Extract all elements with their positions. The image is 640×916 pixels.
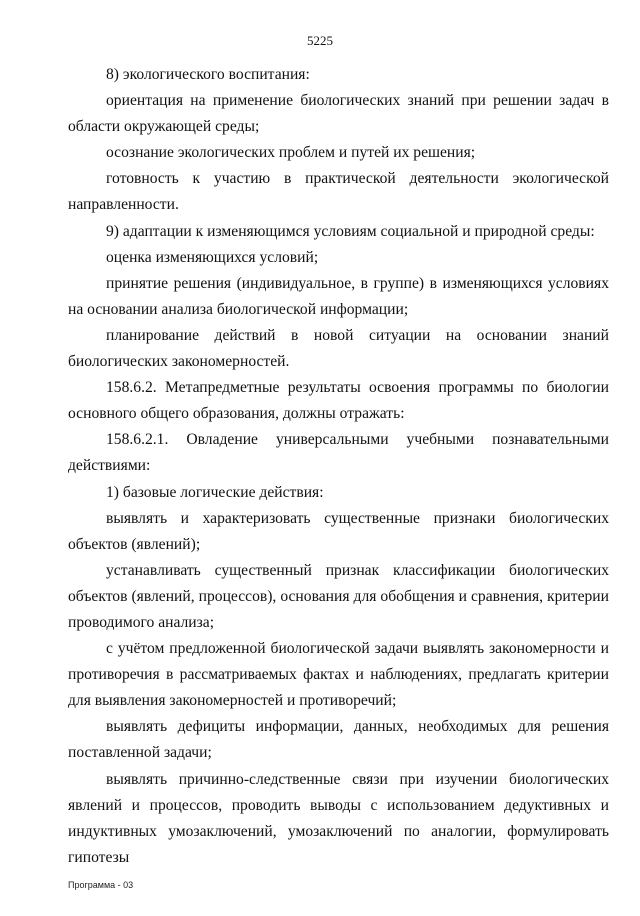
paragraph: оценка изменяющихся условий; <box>106 248 319 266</box>
paragraph: осознание экологических проблем и путей их решения; <box>106 144 476 162</box>
paragraph: готовность к участию в практической деятельности экологической направленности. <box>68 170 609 214</box>
paragraph: выявлять и характеризовать существенные признаки биологических объектов (явлений); <box>68 509 609 553</box>
paragraph: с учётом предложенной биологической задачи выявлять закономерности и противоречия в рассматриваемых фактах и наблюдениях, предлагать критерии для выявления закономерностей и противоречий; <box>68 640 609 710</box>
paragraph: принятие решения (индивидуальное, в группе) в изменяющихся условиях на основании анализа биологической информации; <box>68 274 609 318</box>
paragraph: 1) базовые логические действия: <box>106 483 324 501</box>
paragraph: устанавливать существенный признак классификации биологических объектов (явлений, процессов), основания для обобщения и сравнения, критерии проводимого анализа; <box>68 561 609 631</box>
document-body <box>68 62 609 871</box>
paragraph: 8) экологического воспитания: <box>106 66 310 83</box>
paragraph: 9) адаптации к изменяющимся условиям социальной и природной среды: <box>106 222 595 240</box>
paragraph: выявлять причинно-следственные связи при изучении биологических явлений и процессов, проводить выводы с использованием дедуктивных и индуктивных умозаключений, умозаключений по аналогии, формулировать гипотезы <box>68 770 609 866</box>
paragraph: 158.6.2. Метапредметные результаты освоения программы по биологии основного общего образования, должны отражать: <box>68 379 609 423</box>
page-footer: Программа - 03 <box>68 880 134 890</box>
paragraph: планирование действий в новой ситуации на основании знаний биологических закономерностей. <box>68 326 609 371</box>
paragraph: ориентация на применение биологических знаний при решении задач в области окружающей среды; <box>68 92 609 136</box>
page-number: 5225 <box>307 33 333 48</box>
paragraph: 158.6.2.1. Овладение универсальными учебными познавательными действиями: <box>68 431 609 475</box>
paragraph: выявлять дефициты информации, данных, необходимых для решения поставленной задачи; <box>68 718 609 762</box>
